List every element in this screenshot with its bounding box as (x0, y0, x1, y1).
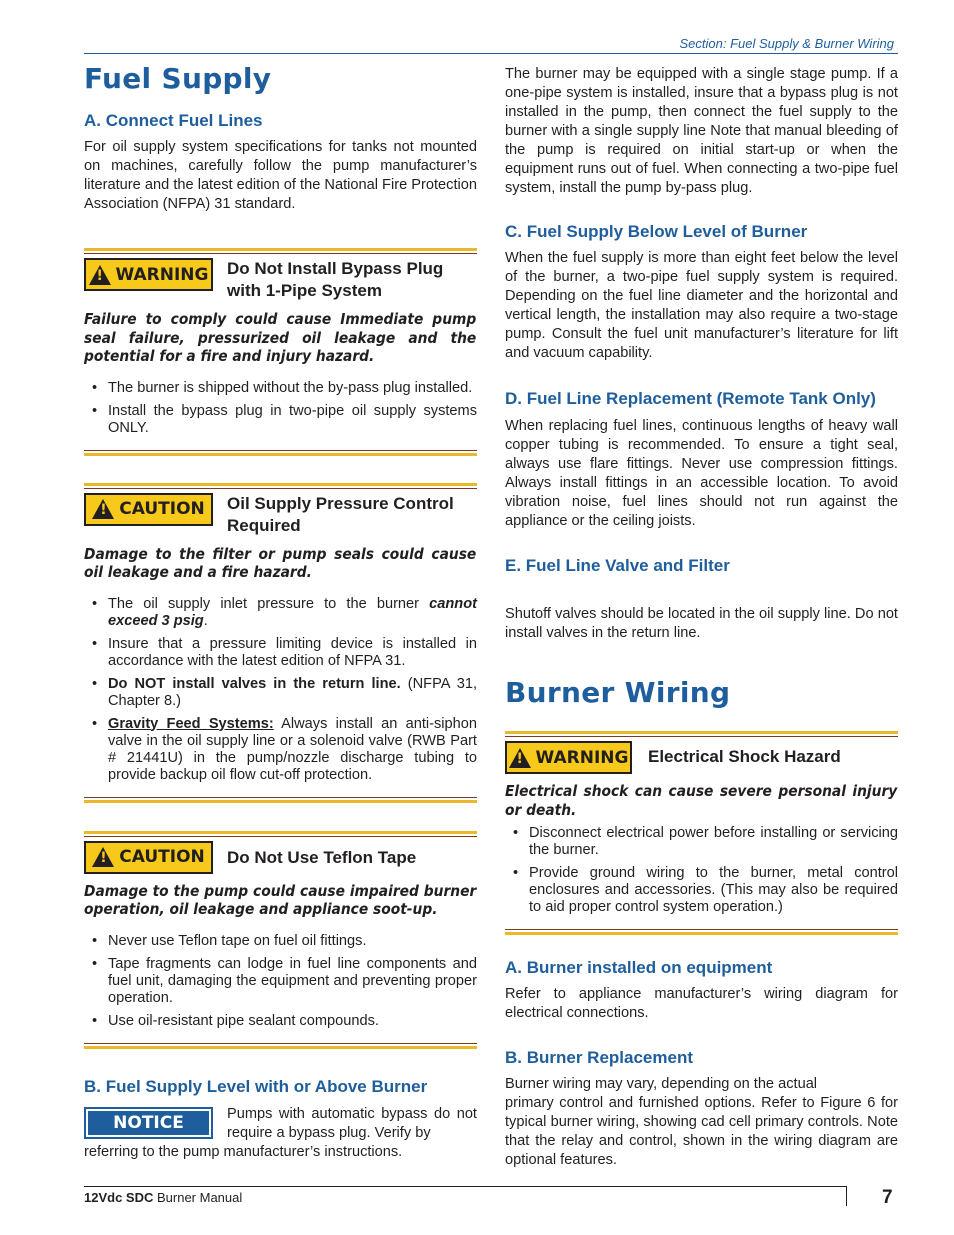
right-column (505, 60, 898, 1170)
warning-description: Failure to comply could cause Immediate pump seal failure, pressurized oil leakage and the potential for a fire and injury hazard. (84, 310, 477, 365)
caution-title: Oil Supply Pressure Control Required (227, 493, 454, 535)
section-header: Section: Fuel Supply & Burner Wiring (679, 36, 894, 51)
burner-replacement-body-cont: primary control and furnished options. Refer to Figure 6 for typical burner wiring, showing cad cell primary controls. Note that the relay and control, shown in the wiring diagram are optional features. (505, 1095, 898, 1168)
notice-block (84, 1105, 477, 1162)
list-item: • Insure that a pressure limiting device is installed in accordance with the latest edition of NFPA 31. (84, 636, 477, 670)
fuel-supply-level-heading: B. Fuel Supply Level with or Above Burner (84, 1076, 428, 1096)
caution-badge: ! CAUTION (84, 841, 213, 874)
connect-fuel-lines-heading: A. Connect Fuel Lines (84, 111, 263, 130)
notice-text: Pumps with automatic bypass do not require a bypass plug. Verify by (227, 1105, 477, 1141)
burner-replacement-body: Burner wiring may vary, depending on the actual (505, 1076, 818, 1092)
warning-bullets (84, 380, 477, 453)
caution-triangle-icon (92, 499, 114, 519)
warning-badge: ! WARNING (505, 741, 632, 774)
caution-badge: ! CAUTION (84, 493, 213, 526)
notice-text-cont: referring to the pump manufacturer’s instructions. (84, 1143, 403, 1160)
fuel-line-replacement-body: When replacing fuel lines, continuous lengths of heavy wall copper tubing is recommended. To ensure a tight seal, always use flare fittings. Never use compression fittings. Always install fittings in an accessible location. To avoid vibration noise, fuel lines should not run against the appliance or the ceiling joists. (505, 418, 898, 529)
warning-description: Electrical shock can cause severe personal injury or death. (505, 782, 898, 819)
fuel-line-replacement-heading: D. Fuel Line Replacement (Remote Tank Only) (505, 389, 876, 408)
list-item: • Disconnect electrical power before installing or servicing the burner. (505, 825, 898, 859)
fuel-supply-below-heading: C. Fuel Supply Below Level of Burner (505, 222, 808, 241)
warning-triangle-icon (509, 748, 531, 768)
list-item: • Provide ground wiring to the burner, metal control enclosures and accessories. (This may also be required to aid proper control system operation.) (505, 865, 898, 916)
warning-title: Electrical Shock Hazard (648, 747, 841, 766)
page-number: 7 (882, 1187, 893, 1208)
warning-badge: ! WARNING (84, 258, 213, 291)
list-item: • The oil supply inlet pressure to the burner cannot exceed 3 psig. (84, 596, 477, 630)
single-stage-pump-body: The burner may be equipped with a single stage pump. If a one-pipe system is installed, insure that a bypass plug is not installed in the pump, then connect the fuel supply to the burner with a single supply line Note that manual bleeding of the pump is required on initial start-up or when the equipment runs out of fuel. When connecting a two-pipe fuel system, install the pump by-pass plug. (505, 66, 898, 196)
caution-description: Damage to the pump could cause impaired burner operation, oil leakage and appliance soot-up. (84, 881, 477, 918)
footer-manual-title: 12Vdc SDC Burner Manual (84, 1190, 243, 1205)
list-item: • Never use Teflon tape on fuel oil fittings. (84, 933, 477, 950)
burner-wiring-title: Burner Wiring (505, 676, 731, 709)
list-item: • The burner is shipped without the by-pass plug installed. (84, 380, 477, 397)
notice-badge: NOTICE (84, 1107, 213, 1139)
header-rule (84, 53, 898, 54)
footer-divider (846, 1186, 847, 1206)
warning-electrical-shock (505, 731, 898, 935)
valve-filter-heading: E. Fuel Line Valve and Filter (505, 556, 730, 575)
fuel-supply-below-body: When the fuel supply is more than eight feet below the level of the burner, a two-pipe fuel supply system is required. Depending on the fuel line diameter and the horizontal and vertical length, the installation may also require a two-stage pump. Consult the fuel unit manufacturer’s literature for lift and vacuum capability. (505, 250, 898, 361)
footer-rule (84, 1186, 846, 1187)
caution-bullets (84, 596, 477, 800)
left-column (84, 60, 477, 1162)
warning-bullets (505, 825, 898, 932)
list-item: • Gravity Feed Systems: Always install an anti-siphon valve in the oil supply line or a solenoid valve (RWB Part # 21441U) in the pump/nozzle discharge tubing to provide backup oil flow cut-off protection. (84, 716, 477, 784)
warning-bypass-plug (84, 248, 477, 456)
caution-triangle-icon (92, 847, 114, 867)
burner-installed-heading: A. Burner installed on equipment (505, 958, 773, 977)
connect-fuel-lines-body: For oil supply system specifications for tanks not mounted on machines, carefully follow the pump manufacturer’s literature and the latest edition of the National Fire Protection Association (NFPA) 31 standard. (84, 139, 477, 212)
caution-description: Damage to the filter or pump seals could cause oil leakage and a fire hazard. (84, 544, 477, 581)
caution-title: Do Not Use Teflon Tape (227, 847, 417, 867)
valve-filter-body: Shutoff valves should be located in the oil supply line. Do not install valves in the return line. (505, 606, 898, 641)
caution-bullets (84, 933, 477, 1046)
list-item: • Do NOT install valves in the return line. (NFPA 31, Chapter 8.) (84, 676, 477, 710)
warning-title: Do Not Install Bypass Plug with 1-Pipe System (227, 259, 444, 300)
caution-teflon-tape (84, 831, 477, 1049)
fuel-supply-title: Fuel Supply (84, 62, 272, 95)
warning-triangle-icon (89, 265, 111, 285)
list-item: • Install the bypass plug in two-pipe oil supply systems ONLY. (84, 403, 477, 437)
burner-installed-body: Refer to appliance manufacturer’s wiring diagram for electrical connections. (505, 986, 898, 1021)
list-item: • Tape fragments can lodge in fuel line components and fuel unit, damaging the equipment and preventing proper operation. (84, 956, 477, 1007)
burner-replacement-heading: B. Burner Replacement (505, 1048, 693, 1067)
caution-oil-pressure (84, 483, 477, 803)
list-item: • Use oil-resistant pipe sealant compounds. (84, 1013, 477, 1030)
